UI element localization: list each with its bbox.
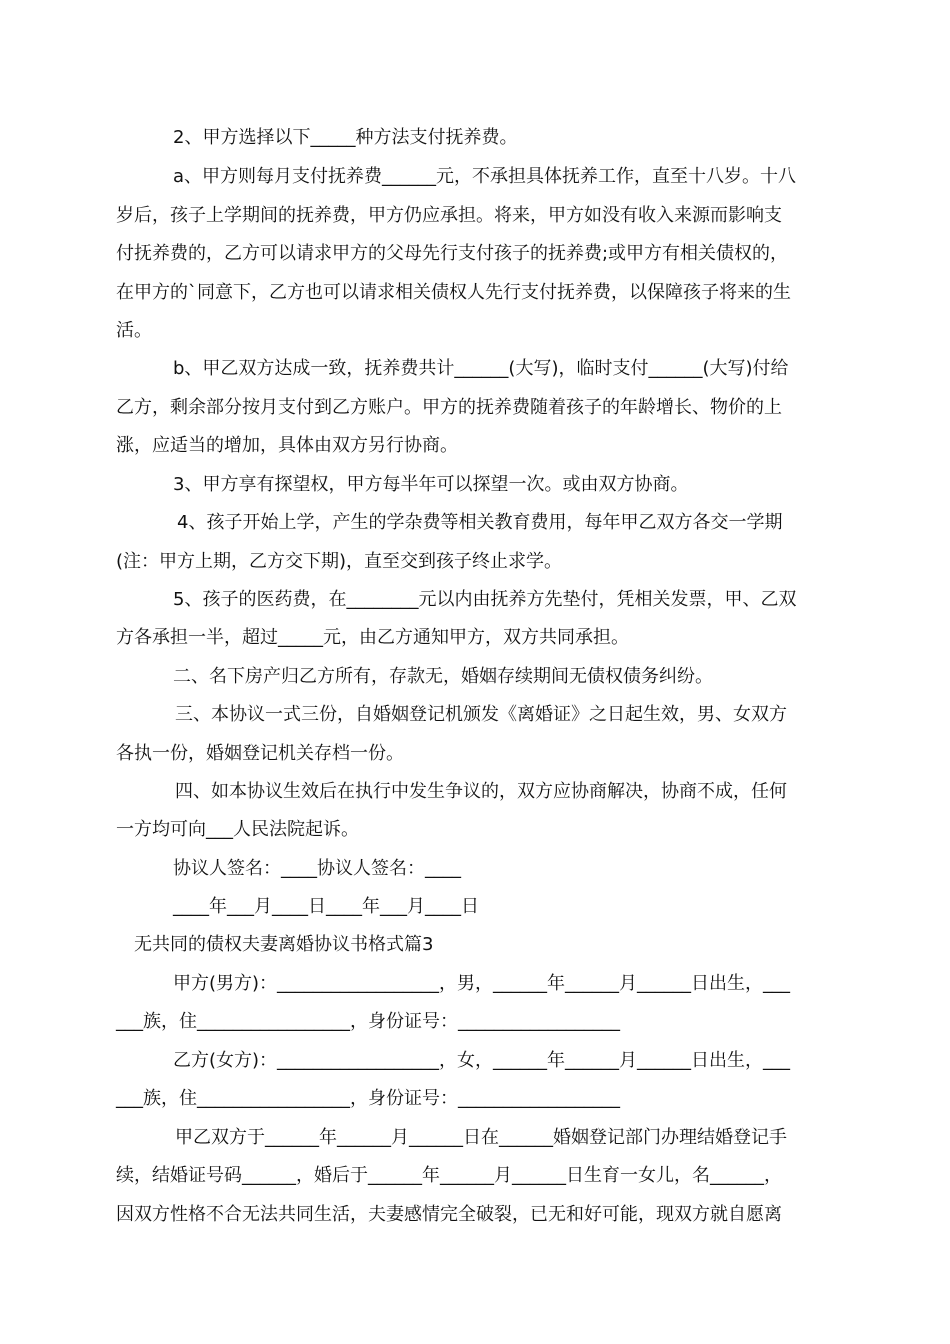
paragraph-payment-method: 2、甲方选择以下_____种方法支付抚养费。 (173, 127, 518, 148)
paragraph-dispute-line-1: 四、如本协议生效后在执行中发生争议的，双方应协商解决，协商不成，任何 (175, 781, 787, 802)
paragraph-b-line-1: b、甲乙双方达成一致，抚养费共计______(大写)，临时支付______(大写)付给 (173, 358, 789, 379)
paragraph-a-line-4: 在甲方的`同意下，乙方也可以请求相关债权人先行支付抚养费，以保障孩子将来的生 (116, 282, 791, 303)
paragraph-copies-line-1: 三、本协议一式三份，自婚姻登记机颁发《离婚证》之日起生效，男、女双方 (175, 704, 787, 725)
paragraph-b-line-2: 乙方，剩余部分按月支付到乙方账户。甲方的抚养费随着孩子的年龄增长、物价的上 (116, 397, 782, 418)
paragraph-copies-line-2: 各执一份，婚姻登记机关存档一份。 (116, 743, 404, 764)
marriage-paragraph-line-2: 续，结婚证号码______，婚后于______年______月______日生育一女儿，名______， (116, 1165, 782, 1186)
paragraph-education-line-2: (注：甲方上期，乙方交下期)，直至交到孩子终止求学。 (116, 551, 563, 572)
marriage-paragraph-line-3: 因双方性格不合无法共同生活，夫妻感情完全破裂，已无和好可能，现双方就自愿离 (116, 1204, 782, 1225)
party-a-line-1: 甲方(男方)：__________________，男，______年______月______日出生，___ (173, 973, 791, 994)
paragraph-a-line-1: a、甲方则每月支付抚养费______元，不承担具体抚养工作，直至十八岁。十八 (173, 166, 797, 187)
party-b-line-1: 乙方(女方)：__________________，女，______年______月______日出生，___ (173, 1050, 791, 1071)
date-line: ____年___月____日____年___月____日 (173, 896, 479, 917)
signature-line: 协议人签名：____协议人签名：____ (173, 858, 461, 879)
paragraph-a-line-5: 活。 (116, 320, 152, 341)
paragraph-property: 二、名下房产归乙方所有，存款无，婚姻存续期间无债权债务纠纷。 (173, 666, 713, 687)
party-a-line-2: ___族，住_________________，身份证号：__________________ (116, 1011, 620, 1032)
paragraph-a-line-2: 岁后，孩子上学期间的抚养费，甲方仍应承担。将来，甲方如没有收入来源而影响支 (116, 205, 782, 226)
paragraph-b-line-3: 涨，应适当的增加，具体由双方另行协商。 (116, 435, 458, 456)
section-heading: 无共同的债权夫妻离婚协议书格式篇3 (134, 934, 434, 955)
party-b-line-2: ___族，住_________________，身份证号：__________________ (116, 1088, 620, 1109)
paragraph-medical-line-2: 方各承担一半，超过_____元，由乙方通知甲方，双方共同承担。 (116, 627, 629, 648)
paragraph-medical-line-1: 5、孩子的医药费，在________元以内由抚养方先垫付，凭相关发票，甲、乙双 (173, 589, 797, 610)
paragraph-a-line-3: 付抚养费的，乙方可以请求甲方的父母先行支付孩子的抚养费;或甲方有相关债权的， (116, 243, 789, 264)
marriage-paragraph-line-1: 甲乙双方于______年______月______日在______婚姻登记部门办理结婚登记手 (175, 1127, 787, 1148)
paragraph-education-line-1: 4、孩子开始上学，产生的学杂费等相关教育费用，每年甲乙双方各交一学期 (177, 512, 783, 533)
paragraph-visitation: 3、甲方享有探望权，甲方每半年可以探望一次。或由双方协商。 (173, 474, 689, 495)
paragraph-dispute-line-2: 一方均可向___人民法院起诉。 (116, 819, 359, 840)
